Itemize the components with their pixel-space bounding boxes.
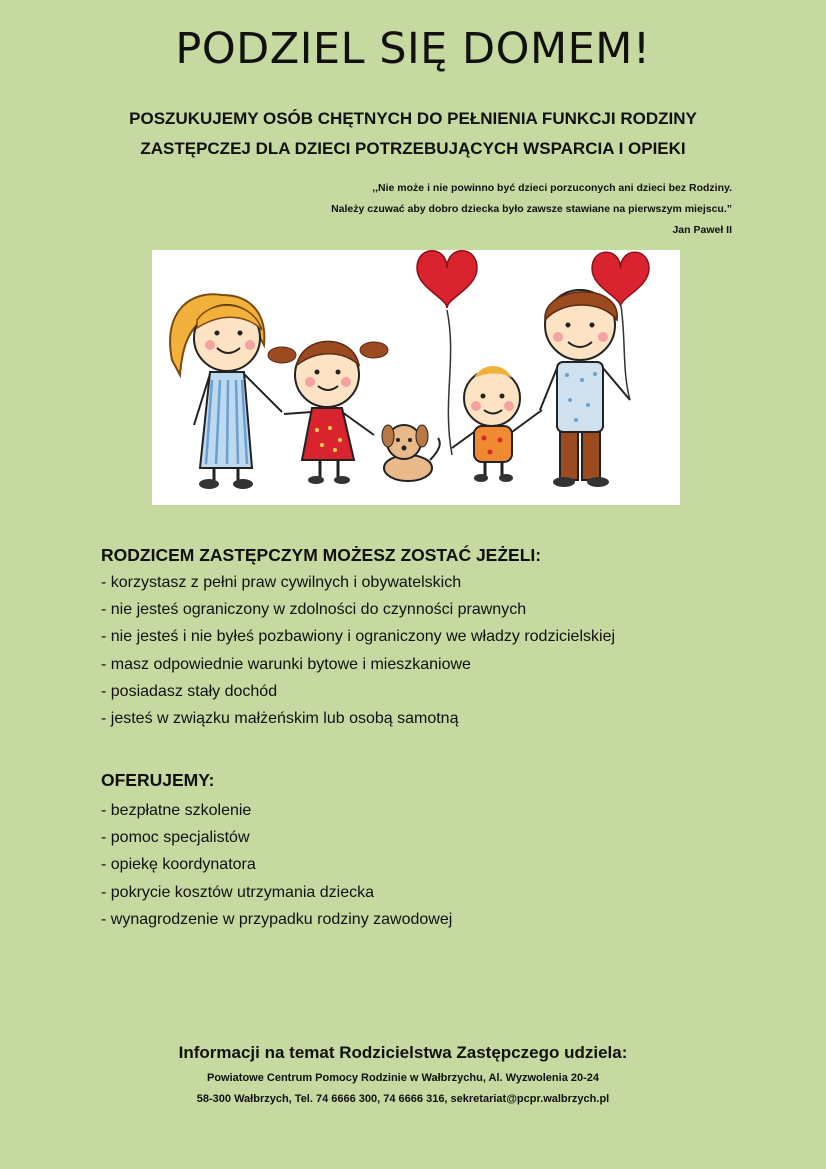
offer-heading: OFERUJEMY:	[101, 770, 215, 790]
subtitle-line-2: ZASTĘPCZEJ DLA DZIECI POTRZEBUJĄCYCH WSPARCIA I OPIEKI	[140, 139, 686, 158]
father-figure	[540, 290, 630, 487]
list-item: - nie jesteś i nie byłeś pozbawiony i ograniczony we władzy rodzicielskiej	[101, 628, 616, 646]
heart-balloon-left	[417, 251, 477, 455]
offer-list	[101, 797, 761, 933]
page-title: PODZIEL SIĘ DOMEM!	[175, 24, 651, 74]
contact-footer	[0, 1038, 826, 1110]
quote-line-2: Należy czuwać aby dobro dziecka było zawsze stawiane na pierwszym miejscu.”	[331, 203, 732, 215]
footer-heading: Informacji na temat Rodzicielstwa Zastępczego udziela:	[178, 1043, 628, 1062]
requirements-heading: RODZICEM ZASTĘPCZYM MOŻESZ ZOSTAĆ JEŻELI:	[101, 545, 542, 565]
list-item: - nie jesteś ograniczony w zdolności do czynności prawnych	[101, 601, 527, 619]
list-item: - pokrycie kosztów utrzymania dziecka	[101, 883, 374, 901]
list-item: - masz odpowiednie warunki bytowe i mieszkaniowe	[101, 655, 471, 673]
list-item: - pomoc specjalistów	[101, 829, 250, 847]
quote-author: Jan Paweł II	[672, 224, 732, 236]
requirements-list	[101, 569, 761, 732]
dog-figure	[382, 425, 440, 481]
list-item: - jesteś w związku małżeńskim lub osobą samotną	[101, 710, 459, 728]
requirements-section	[101, 541, 761, 732]
list-item: - opiekę koordynatora	[101, 856, 256, 874]
footer-address: Powiatowe Centrum Pomocy Rodzinie w Wałbrzychu, Al. Wyzwolenia 20-24	[207, 1072, 599, 1084]
boy-figure	[452, 366, 542, 482]
subtitle-line-1: POSZUKUJEMY OSÓB CHĘTNYCH DO PEŁNIENIA FUNKCJI RODZINY	[129, 109, 697, 128]
footer-contact: 58-300 Wałbrzych, Tel. 74 6666 300, 74 6666 316, sekretariat@pcpr.walbrzych.pl	[196, 1093, 610, 1105]
offer-section	[101, 766, 761, 933]
family-illustration	[152, 250, 680, 505]
quote	[172, 178, 732, 241]
subtitle	[60, 104, 766, 164]
list-item: - posiadasz stały dochód	[101, 682, 278, 700]
family-drawing	[152, 250, 680, 505]
girl-figure	[268, 341, 388, 484]
list-item: - wynagrodzenie w przypadku rodziny zawodowej	[101, 910, 453, 928]
quote-line-1: ,,Nie może i nie powinno być dzieci porzuconych ani dzieci bez Rodziny.	[372, 182, 732, 194]
list-item: - korzystasz z pełni praw cywilnych i obywatelskich	[101, 574, 462, 591]
mother-figure	[170, 294, 282, 489]
list-item: - bezpłatne szkolenie	[101, 802, 252, 819]
